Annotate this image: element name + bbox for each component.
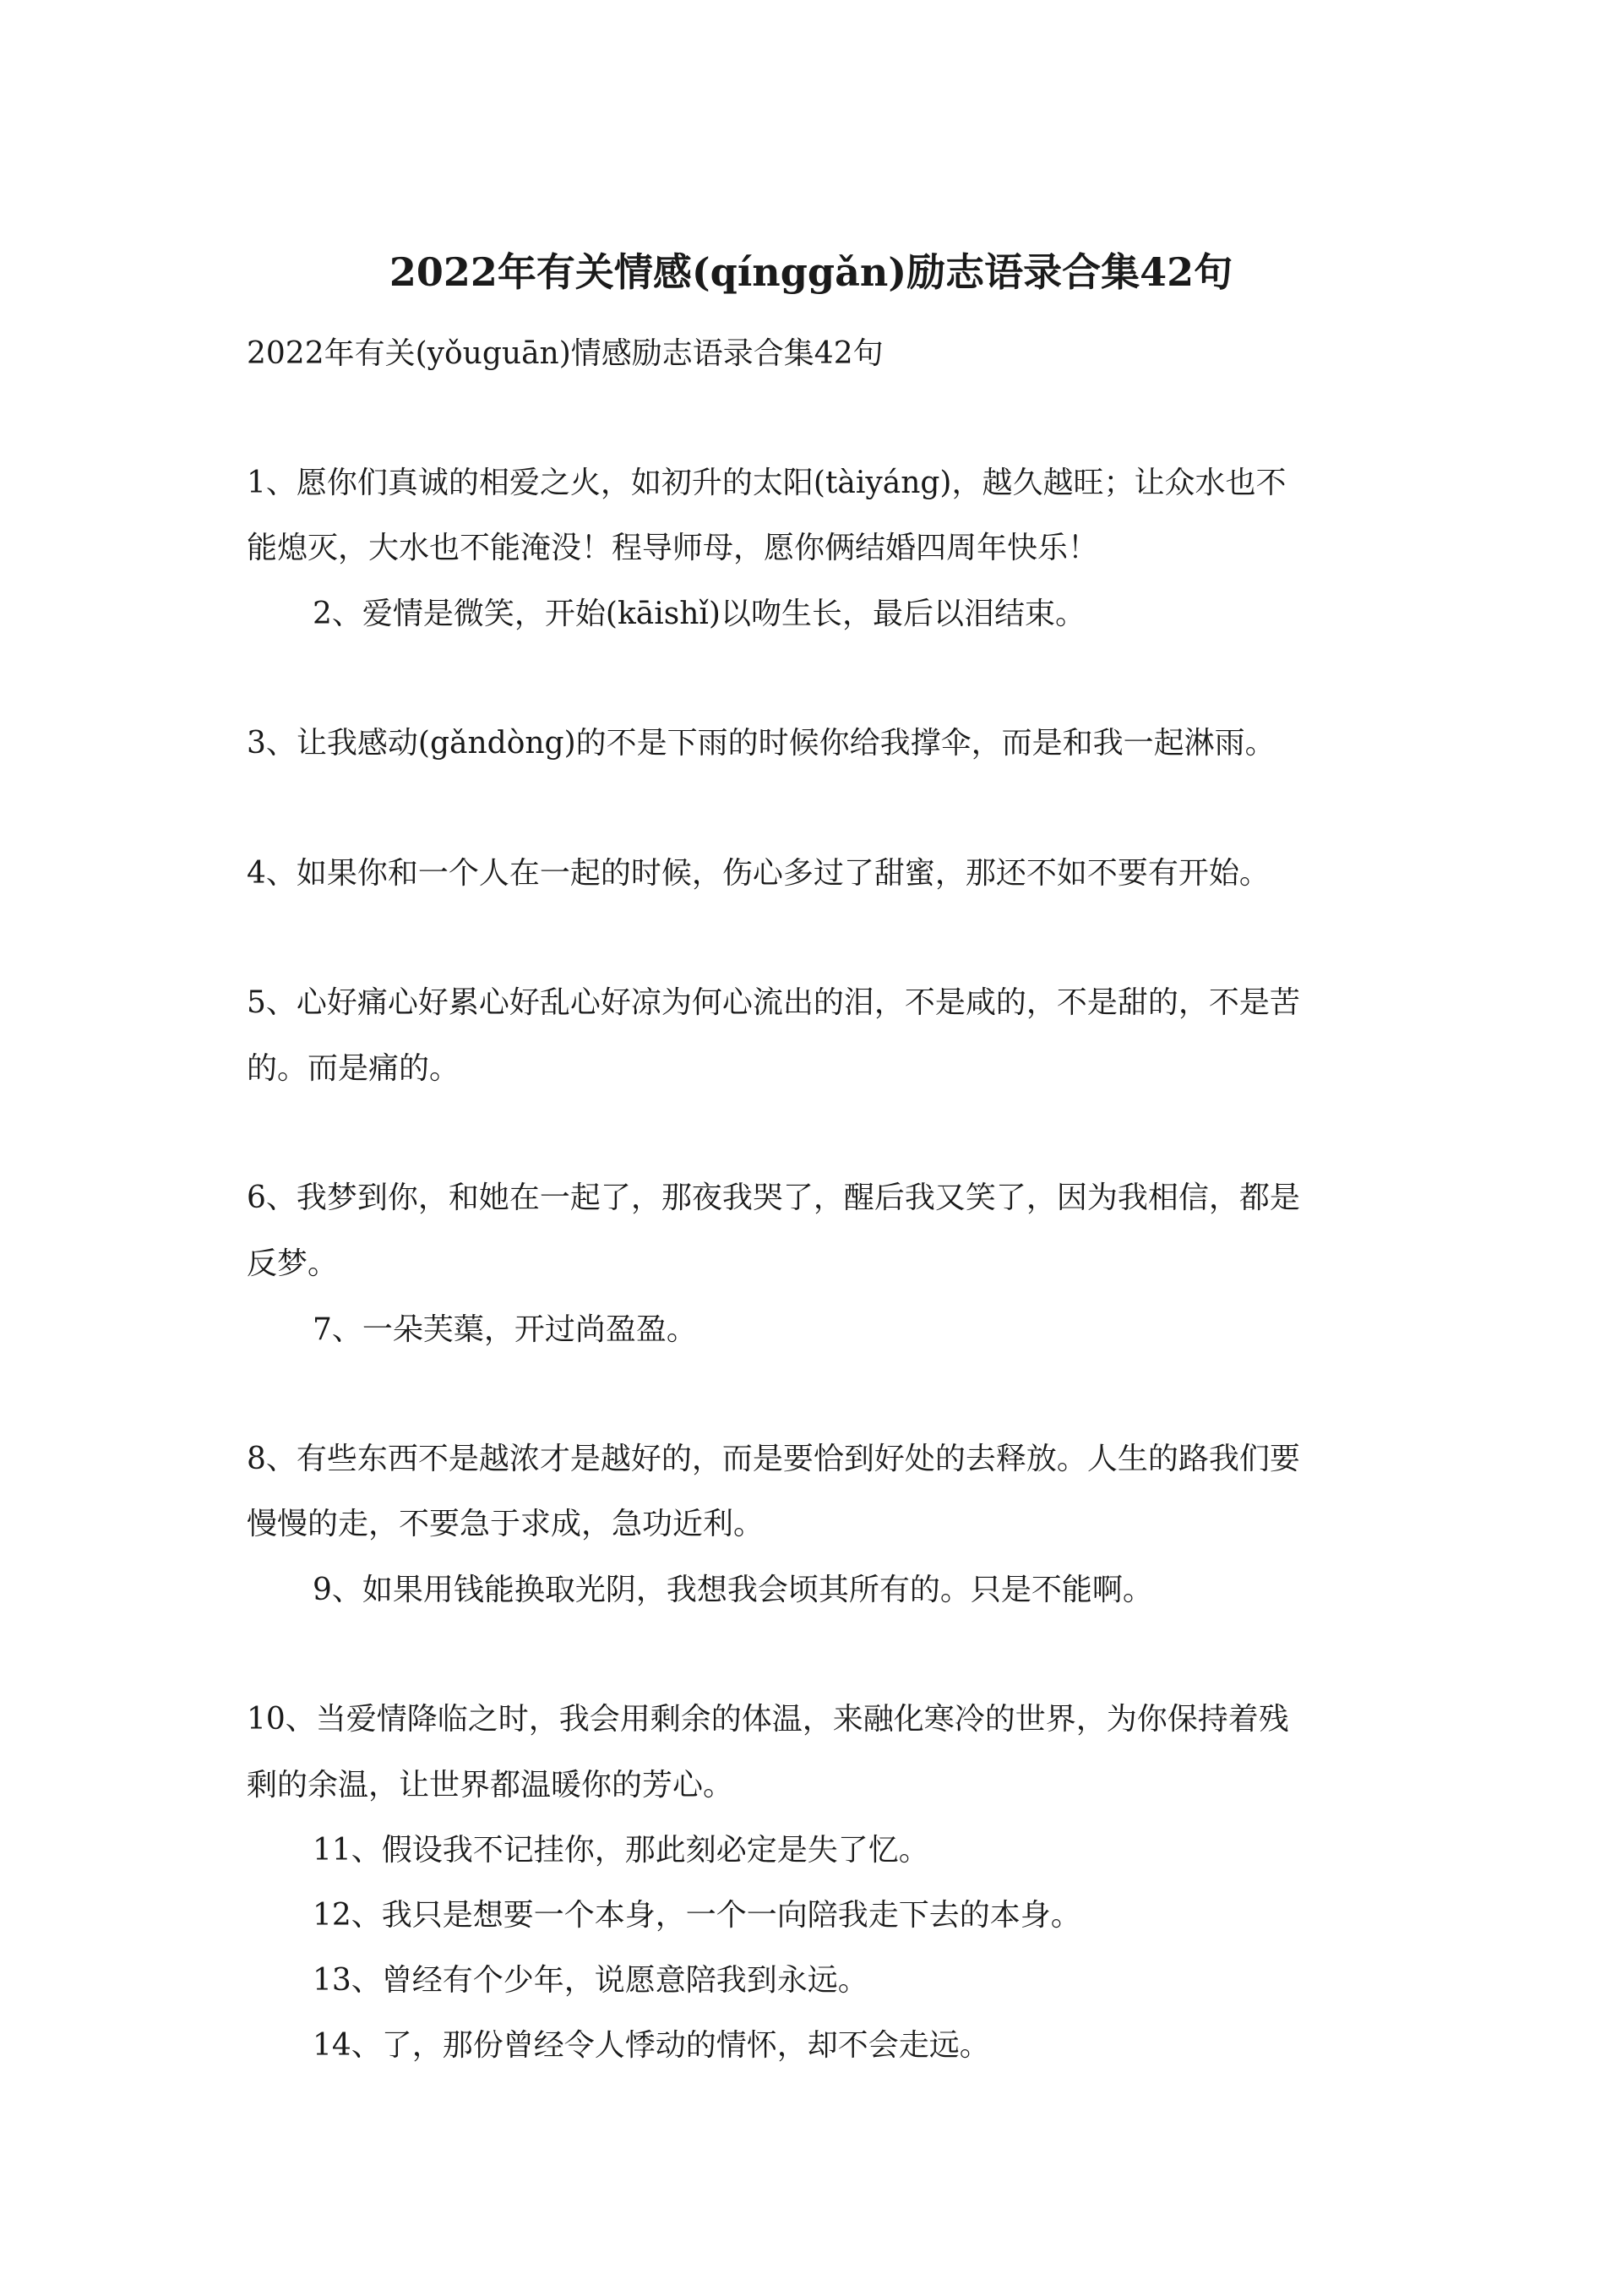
- text-line-8: 6、我梦到你，和她在一起了，那夜我哭了，醒后我又笑了，因为我相信，都是: [247, 1181, 1300, 1215]
- document-subtitle: 2022年有关(yǒuguān)情感励志语录合集42句: [247, 336, 884, 371]
- text-line-18: 13、曾经有个少年，说愿意陪我到永远。: [313, 1963, 868, 1998]
- text-line-17: 12、我只是想要一个本身，一个一向陪我走下去的本身。: [313, 1898, 1081, 1933]
- text-line-7: 的。而是痛的。: [247, 1051, 460, 1086]
- text-line-9: 反梦。: [247, 1246, 339, 1281]
- text-line-15: 剩的余温，让世界都温暖你的芳心。: [247, 1768, 734, 1802]
- text-line-13: 9、如果用钱能换取光阴，我想我会顷其所有的。只是不能啊。: [313, 1573, 1153, 1607]
- text-line-2: 能熄灭，大水也不能淹没！程导师母，愿你俩结婚四周年快乐！: [247, 531, 1099, 565]
- text-line-10: 7、一朵芙蕖，开过尚盈盈。: [313, 1312, 697, 1347]
- text-line-4: 3、让我感动(gǎndòng)的不是下雨的时候你给我撑伞，而是和我一起淋雨。: [247, 726, 1276, 761]
- text-line-12: 慢慢的走，不要急于求成，急功近利。: [247, 1507, 765, 1541]
- text-line-14: 10、当爱情降临之时，我会用剩余的体温，来融化寒冷的世界，为你保持着残: [247, 1702, 1289, 1737]
- text-line-5: 4、如果你和一个人在一起的时候，伤心多过了甜蜜，那还不如不要有开始。: [247, 856, 1270, 891]
- text-line-16: 11、假设我不记挂你，那此刻必定是失了忆。: [313, 1833, 929, 1868]
- text-line-6: 5、心好痛心好累心好乱心好凉为何心流出的泪，不是咸的，不是甜的，不是苦: [247, 985, 1300, 1020]
- text-line-11: 8、有些东西不是越浓才是越好的，而是要恰到好处的去释放。人生的路我们要: [247, 1442, 1300, 1476]
- document-title: 2022年有关情感(qínggǎn)励志语录合集42句: [389, 249, 1233, 295]
- text-line-1: 1、愿你们真诚的相爱之火，如初升的太阳(tàiyáng)，越久越旺；让众水也不: [247, 466, 1287, 500]
- text-line-19: 14、了，那份曾经令人悸动的情怀，却不会走远。: [313, 2028, 990, 2063]
- text-line-3: 2、爱情是微笑，开始(kāishǐ)以吻生长，最后以泪结束。: [313, 597, 1086, 631]
